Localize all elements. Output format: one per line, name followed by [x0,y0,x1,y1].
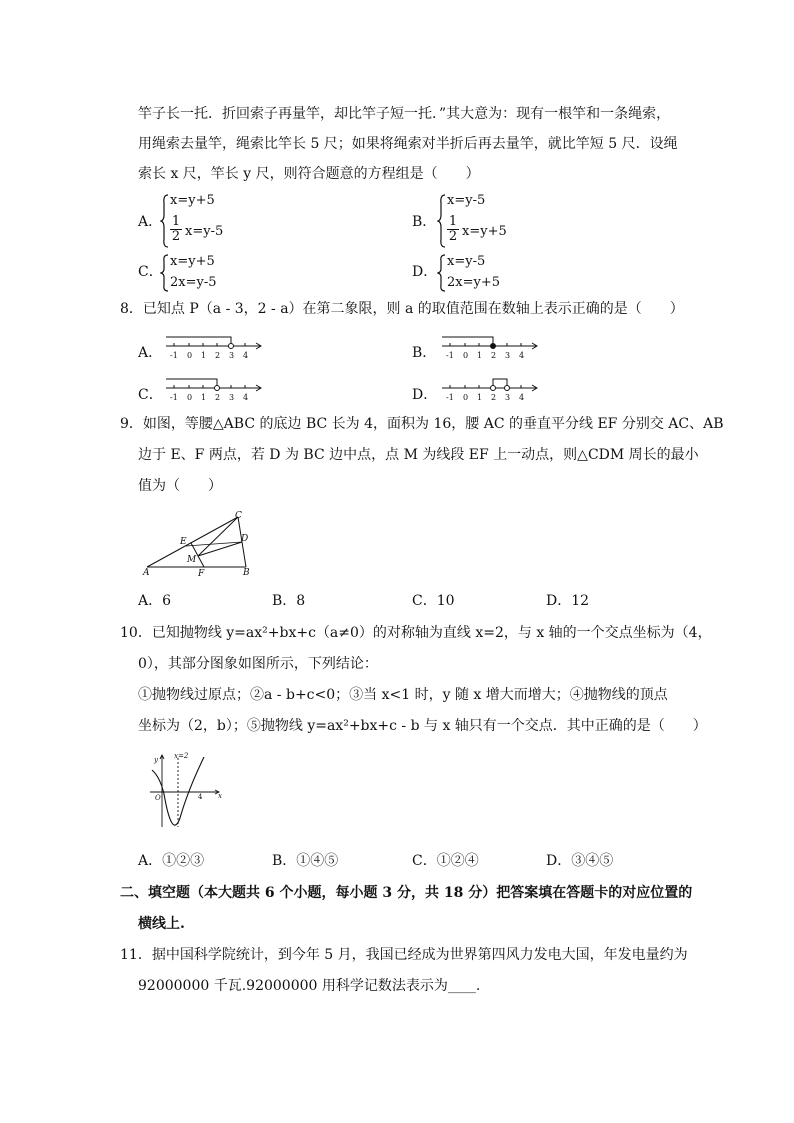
point-label-f: F [198,569,205,578]
q7-d-equation-1: x=y-5 [447,254,486,269]
q8-option-c-label: C． [138,387,163,403]
tick-label: -1 [446,393,454,402]
q8-option-d-label: D． [412,387,438,403]
tick-label: 0 [187,393,193,402]
q9-text-line-3: 值为（ ） [138,478,222,494]
point-label-c: C [235,511,242,521]
tick-label: 3 [229,393,235,402]
brace-icon [437,253,447,293]
q7-option-a-system [160,193,260,249]
tick-label: 0 [463,351,469,360]
q7-d-equation-2: 2x=y+5 [447,275,501,290]
q9-option-b: B．8 [272,593,306,609]
tick-label: 3 [505,351,511,360]
q9-text-line-2: 边于 E、F 两点，若 D 为 BC 边中点，点 M 为线段 EF 上一动点，则△CDM 周长的最小 [138,447,699,463]
q8-question-text: 8．已知点 P（a - 3，2 - a）在第二象限，则 a 的取值范围在数轴上表示正确的是（ ） [120,301,684,317]
q10-option-b: B．①④⑤ [272,853,339,869]
q7-option-b-system [437,193,537,249]
q10-text-line-3: ①抛物线过原点；②a - b+c<0；③当 x<1 时，y 随 x 增大而增大；④抛物线的顶点 [138,687,668,703]
tick-label: 4 [519,393,525,402]
q11-text-line-1: 11．据中国科学院统计，到今年 5 月，我国已经成为世界第四风力发电大国，年发电量约为 [120,947,688,963]
q9-text-line-1: 9．如图，等腰△ABC 的底边 BC 长为 4，面积为 16，腰 AC 的垂直平分线 EF 分别交 AC、AB [120,416,724,432]
tick-label: 1 [201,351,207,360]
tick-label: 2 [491,393,497,402]
point-label-d: D [241,534,249,544]
tick-label: 0 [187,351,193,360]
point-label-m: M [187,555,197,565]
q7-text-line-2: 用绳索去量竿，绳索比竿长 5 尺；如果将绳索对半折后再去量竿，就比竿短 5 尺．设绳 [138,136,678,152]
q7-a-fraction-numerator: 1 [171,214,181,229]
brace-icon [437,193,447,249]
q10-option-c: C．①②④ [412,853,479,869]
origin-label: O [155,794,161,802]
tick-label: 3 [505,393,511,402]
q8-number-line-d [440,374,540,404]
q7-text-line-1: 竿子长一托．折回索子再量竿，却比竿子短一托．”其大意为：现有一根竿和一条绳索， [138,106,671,122]
q10-option-d: D．③④⑤ [546,853,614,869]
tick-label: 1 [477,351,483,360]
q7-a-equation-2: x=y-5 [185,224,224,239]
tick-label: -1 [170,351,178,360]
tick-label: 2 [215,351,221,360]
axis-label-x: x [218,792,222,800]
tick-label: -1 [170,393,178,402]
q7-option-d-system [437,253,537,293]
q10-option-a: A．①②③ [138,853,205,869]
tick-label: 3 [229,351,235,360]
q7-option-c-label: C． [138,264,163,280]
q7-c-equation-2: 2x=y-5 [170,275,217,290]
brace-icon [160,193,170,249]
q9-option-c: C．10 [412,593,455,609]
q7-option-d-label: D． [412,264,438,280]
q7-b-fraction-denominator: 2 [448,229,458,244]
q8-number-line-b [440,332,540,362]
q7-a-equation-1: x=y+5 [170,193,215,208]
tick-label: 4 [243,393,249,402]
axis-label-y: y [154,756,158,764]
q9-triangle-figure [140,508,260,578]
q7-a-fraction-denominator: 2 [171,229,181,244]
q7-text-line-3: 索长 x 尺，竿长 y 尺，则符合题意的方程组是（ ） [138,166,480,182]
q8-option-a-label: A． [138,345,163,361]
q11-text-line-2: 92000000 千瓦.92000000 用科学记数法表示为____. [138,978,481,994]
q7-option-c-system [160,253,260,293]
point-label-e: E [180,537,187,547]
tick-label: 2 [491,351,497,360]
tick-label: 2 [215,393,221,402]
q10-text-line-4: 坐标为（2，b）；⑤抛物线 y=ax²+bx+c - b 与 x 轴只有一个交点．其中正确的是（ ） [138,718,707,734]
q8-number-line-a [164,332,264,362]
tick-label: 1 [201,393,207,402]
tick-label: 4 [519,351,525,360]
tick-label: 4 [243,351,249,360]
tick-label: -1 [446,351,454,360]
brace-icon [160,253,170,293]
q9-option-d: D．12 [546,593,590,609]
q7-option-b-label: B． [412,214,437,230]
q7-option-a-label: A． [138,214,163,230]
q7-c-equation-1: x=y+5 [170,254,215,269]
intercept-label-4: 4 [198,793,203,801]
point-label-b: B [243,568,250,578]
section-2-heading-line-1: 二、填空题（本大题共 6 个小题，每小题 3 分，共 18 分）把答案填在答题卡的对应位置的 [120,885,693,901]
q8-number-line-c [164,374,264,404]
q10-text-line-2: 0），其部分图象如图所示，下列结论： [138,656,378,672]
q7-b-equation-1: x=y-5 [447,193,486,208]
q7-b-equation-2: x=y+5 [462,224,507,239]
tick-label: 0 [463,393,469,402]
q8-option-b-label: B． [412,345,437,361]
tick-label: 1 [477,393,483,402]
q7-b-fraction-numerator: 1 [448,214,458,229]
point-label-a: A [143,568,150,578]
q10-text-line-1: 10．已知抛物线 y=ax²+bx+c（a≠0）的对称轴为直线 x=2，与 x 轴的一个交点坐标为（4， [120,625,712,641]
q10-parabola-figure [148,752,228,832]
axis-of-symmetry-label: x=2 [174,752,189,760]
section-2-heading-line-2: 横线上. [138,916,185,932]
q9-option-a: A．6 [138,593,172,609]
